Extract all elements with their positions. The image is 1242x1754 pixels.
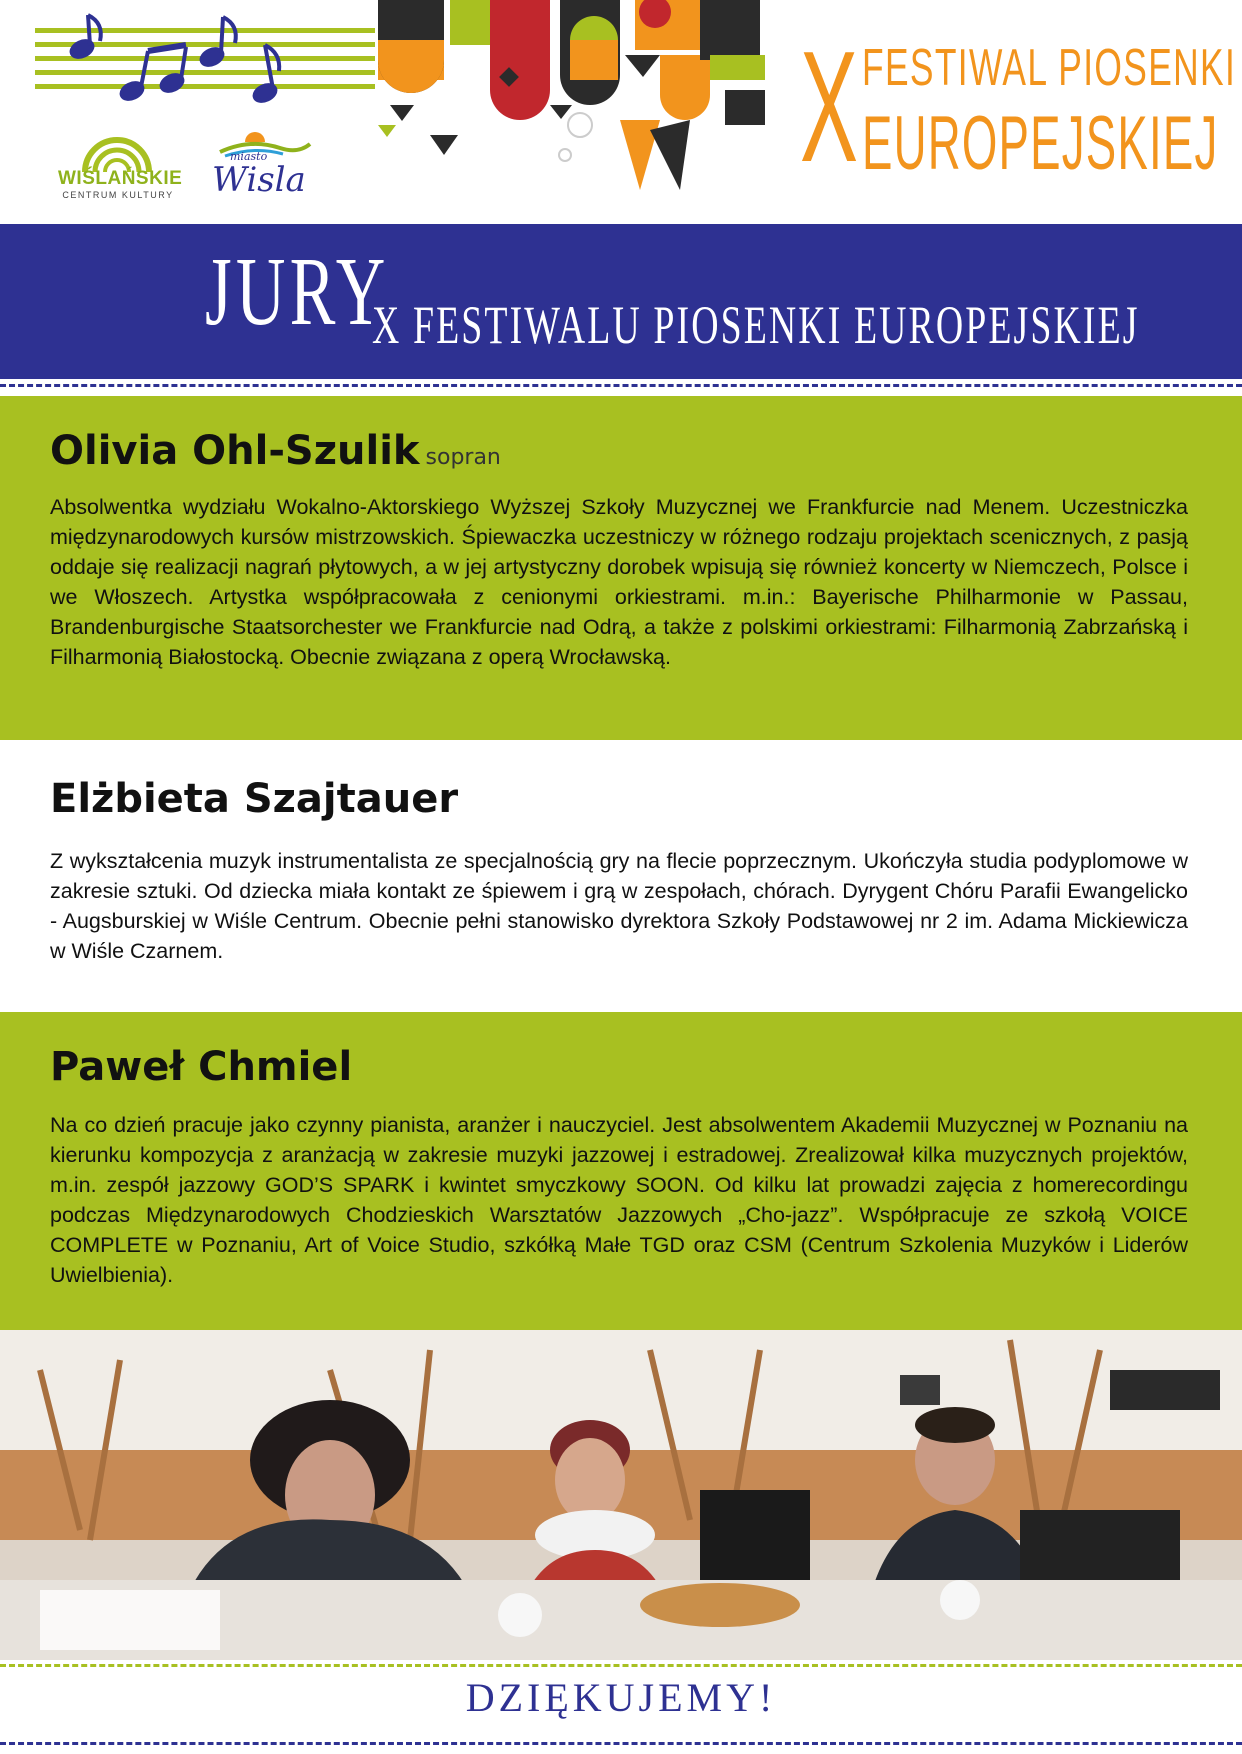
jury-title: JURY — [205, 238, 390, 346]
dashed-divider — [0, 384, 1242, 387]
jury-name-text: Olivia Ohl-Szulik — [50, 428, 420, 474]
decorative-geometric-icon — [370, 0, 780, 210]
festival-numeral: X — [800, 19, 858, 195]
jury-meeting-image — [0, 1330, 1242, 1660]
jury-bio: Absolwentka wydziału Wokalno-Aktorskiego Wyższej Szkoły Muzycznej we Frankfurcie nad Menem. Uczestniczka międzynarodowych kursów mistrzowskich. Śpiewaczka uczestniczy w różnego rodzaju projektach scenicznych, z pasją oddaje się realizacji nagrań płytowych, a w jej artystyczny dorobek wpisują się również koncerty w Niemczech, Polsce i we Włoszech. Artystka współpracowała z cenionymi orkiestrami. m.in.: Bayerische Philharmonie w Passau, Brandenburgische Staatsorchester we Frankfurcie nad Odrą, a także z polskimi orkiestrami: Filharmonią Zabrzańską i Filharmonią Białostocką. Obecnie związana z operą Wrocławską. — [50, 495, 1188, 669]
jury-name — [50, 1044, 352, 1090]
jury-name-text: Elżbieta Szajtauer — [50, 776, 459, 822]
jury-name-text: Paweł Chmiel — [50, 1044, 353, 1090]
festival-title-line2: EUROPEJSKIEJ — [862, 101, 1219, 186]
logo-centrum-subtext: CENTRUM KULTURY — [62, 190, 174, 200]
festival-title-line1: FESTIWAL PIOSENKI — [862, 39, 1237, 97]
page-header — [0, 0, 1242, 222]
logo-miasto-wisla: Wisla — [212, 160, 306, 200]
jury-photo — [0, 1330, 1242, 1660]
jury-bio: Na co dzień pracuje jako czynny pianista, aranżer i nauczyciel. Jest absolwentem Akademii Muzycznej w Poznaniu na kierunku kompozycja z aranżacją w zakresie muzyki jazzowej i estradowej. Zrealizował kilka muzycznych projektów, m.in. zespół jazzowy GOD’S SPARK i kwintet smyczkowy SOON. Od kilku lat prowadzi zajęcia z homerecordingu podczas Międzynarodowych Chodzieskich Warsztatów Jazzowych „Cho-jazz”. Współpracuje ze szkołą VOICE COMPLETE w Poznaniu, Art of Voice Studio, szkółką Małe TGD oraz CSM (Centrum Szkolenia Muzyków i Liderów Uwielbienia). — [50, 1113, 1188, 1287]
dashed-divider — [0, 1664, 1242, 1667]
dashed-divider — [0, 1742, 1242, 1745]
jury-bio: Z wykształcenia muzyk instrumentalista ze specjalnością gry na flecie poprzecznym. Ukończyła studia podyplomowe w zakresie sztuki. Od dziecka miała kontakt ze śpiewem i grą w zespołach, chórach. Dyrygent Chóru Parafii Ewangelicko - Augsburskiej w Wiśle Centrum. Obecnie pełni stanowisko dyrektora Szkoły Podstawowej nr 2 im. Adama Mickiewicza w Wiśle Czarnem. — [50, 849, 1188, 963]
logo-miasto-small: miasto — [230, 150, 268, 163]
jury-name — [50, 776, 458, 822]
music-notes-icon — [60, 5, 300, 115]
jury-role: sopran — [425, 445, 501, 470]
jury-name — [50, 428, 501, 474]
jury-subtitle: X FESTIWALU PIOSENKI EUROPEJSKIEJ — [372, 295, 1140, 355]
thanks-text: DZIĘKUJEMY! — [465, 1675, 777, 1720]
logo-centrum-text: WIŚLAŃSKIE — [58, 168, 183, 189]
